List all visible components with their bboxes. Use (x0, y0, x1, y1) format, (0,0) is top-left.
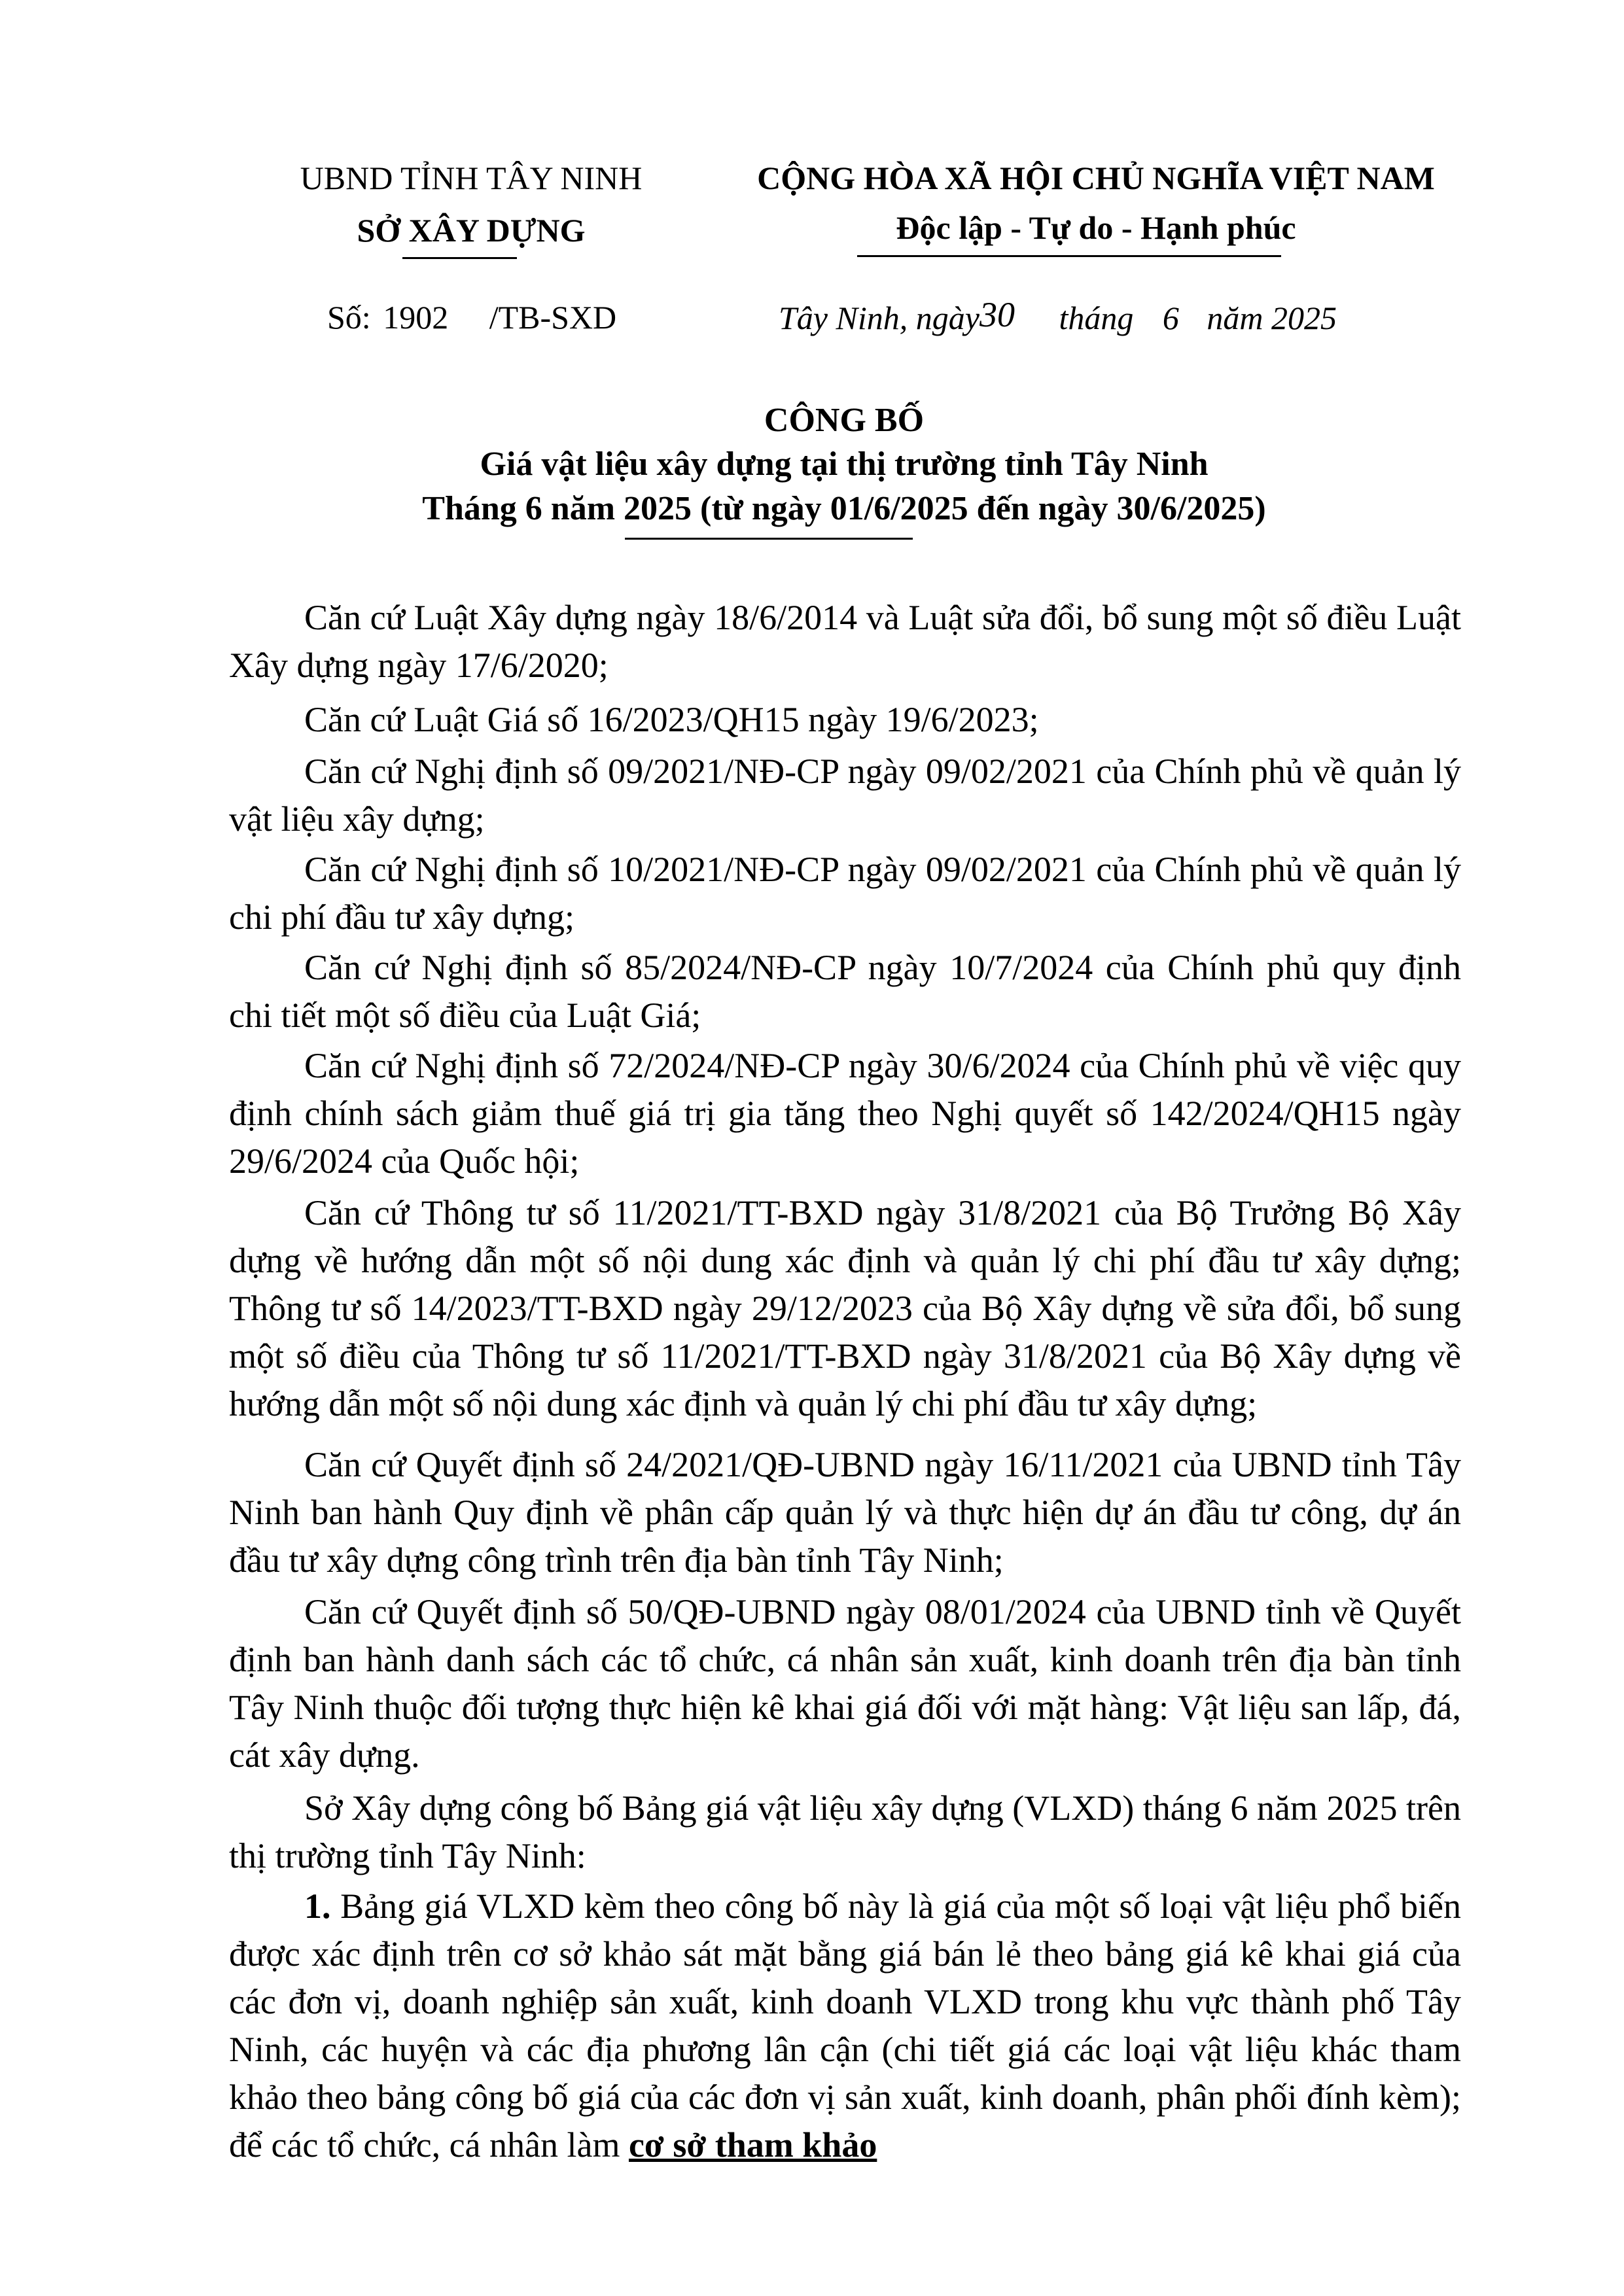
document-period: Tháng 6 năm 2025 (từ ngày 01/6/2025 đến ngày 30/6/2025) (422, 490, 1266, 527)
national-motto: Độc lập - Tự do - Hạnh phúc (896, 209, 1296, 246)
legal-basis-2: Căn cứ Luật Giá số 16/2023/QH15 ngày 19/6/2023; (304, 700, 1039, 739)
issuing-authority: UBND TỈNH TÂY NINH (300, 160, 643, 196)
document-subtitle: Giá vật liệu xây dựng tại thị trường tỉnh Tây Ninh (480, 445, 1209, 483)
legal-basis-1: Căn cứ Luật Xây dựng ngày 18/6/2014 và Luật sửa đổi, bổ sung một số điều Luật Xây dựng ngày 17/6/2020; (229, 598, 1461, 685)
date-place: Tây Ninh, ngày (779, 300, 980, 336)
legal-basis-6: Căn cứ Nghị định số 72/2024/NĐ-CP ngày 30/6/2024 của Chính phủ về việc quy định chính sách giảm thuế giá trị gia tăng theo Nghị quyết số 142/2024/QH15 ngày 29/6/2024 của Quốc hội; (229, 1046, 1461, 1181)
document-number (327, 298, 616, 337)
legal-basis-5: Căn cứ Nghị định số 85/2024/NĐ-CP ngày 10/7/2024 của Chính phủ quy định chi tiết một số điều của Luật Giá; (229, 948, 1461, 1035)
legal-basis-4: Căn cứ Nghị định số 10/2021/NĐ-CP ngày 09/02/2021 của Chính phủ về quản lý chi phí đầu tư xây dựng; (229, 850, 1461, 937)
national-title: CỘNG HÒA XÃ HỘI CHỦ NGHĨA VIỆT NAM (757, 160, 1435, 196)
legal-basis-8: Căn cứ Quyết định số 24/2021/QĐ-UBND ngày 16/11/2021 của UBND tỉnh Tây Ninh ban hành Quy định về phân cấp quản lý và thực hiện dự án đầu tư công, dự án đầu tư xây dựng công trình trên địa bàn tỉnh Tây Ninh; (229, 1445, 1461, 1580)
legal-basis-7: Căn cứ Thông tư số 11/2021/TT-BXD ngày 31/8/2021 của Bộ Trưởng Bộ Xây dựng về hướng dẫn một số nội dung xác định và quản lý chi phí đầu tư xây dựng; Thông tư số 14/2023/TT-BXD ngày 29/12/2023 của Bộ Xây dựng về sửa đổi, bổ sung một số điều của Thông tư số 11/2021/TT-BXD ngày 31/8/2021 của Bộ Xây dựng về hướng dẫn một số nội dung xác định và quản lý chi phí đầu tư xây dựng; (229, 1193, 1461, 1423)
issue-date (779, 295, 1337, 338)
document-title: CÔNG BỐ (764, 402, 925, 439)
date-day: 30 (979, 295, 1015, 334)
title-underline (625, 538, 913, 540)
document-code: /TB-SXD (489, 299, 617, 336)
legal-basis-9: Căn cứ Quyết định số 50/QĐ-UBND ngày 08/01/2024 của UBND tỉnh về Quyết định ban hành danh sách các tổ chức, cá nhân sản xuất, kinh doanh trên địa bàn tỉnh Tây Ninh thuộc đối tượng thực hiện kê khai giá đối với mặt hàng: Vật liệu san lấp, đá, cát xây dựng. (229, 1592, 1461, 1775)
date-month-label: tháng (1059, 300, 1134, 336)
date-month: 6 (1162, 300, 1179, 336)
issuing-department: SỞ XÂY DỰNG (357, 212, 586, 249)
item-1-emphasis: cơ sở tham khảo (628, 2125, 877, 2165)
department-underline (402, 257, 517, 259)
motto-underline (857, 255, 1281, 257)
document-number-value: 1902 (383, 299, 449, 336)
item-1-number: 1. (304, 1887, 331, 1926)
item-1-text: Bảng giá VLXD kèm theo công bố này là giá của một số loại vật liệu phổ biến được xác định trên cơ sở khảo sát mặt bằng giá bán lẻ theo bảng giá kê khai giá của các đơn vị, doanh nghiệp sản xuất, kinh doanh VLXD trong khu vực thành phố Tây Ninh, các huyện và các địa phương lân cận (chi tiết giá các loại vật liệu khác tham khảo theo bảng công bố giá của các đơn vị sản xuất, kinh doanh, phân phối đính kèm); để các tổ chức, cá nhân làm (229, 1887, 1462, 2165)
date-year: năm 2025 (1207, 300, 1337, 336)
item-1 (229, 1883, 1461, 2169)
legal-basis-3: Căn cứ Nghị định số 09/2021/NĐ-CP ngày 09/02/2021 của Chính phủ về quản lý vật liệu xây dựng; (229, 752, 1461, 839)
document-number-label: Số: (327, 299, 371, 336)
announcement-intro: Sở Xây dựng công bố Bảng giá vật liệu xây dựng (VLXD) tháng 6 năm 2025 trên thị trường tỉnh Tây Ninh: (229, 1788, 1461, 1875)
